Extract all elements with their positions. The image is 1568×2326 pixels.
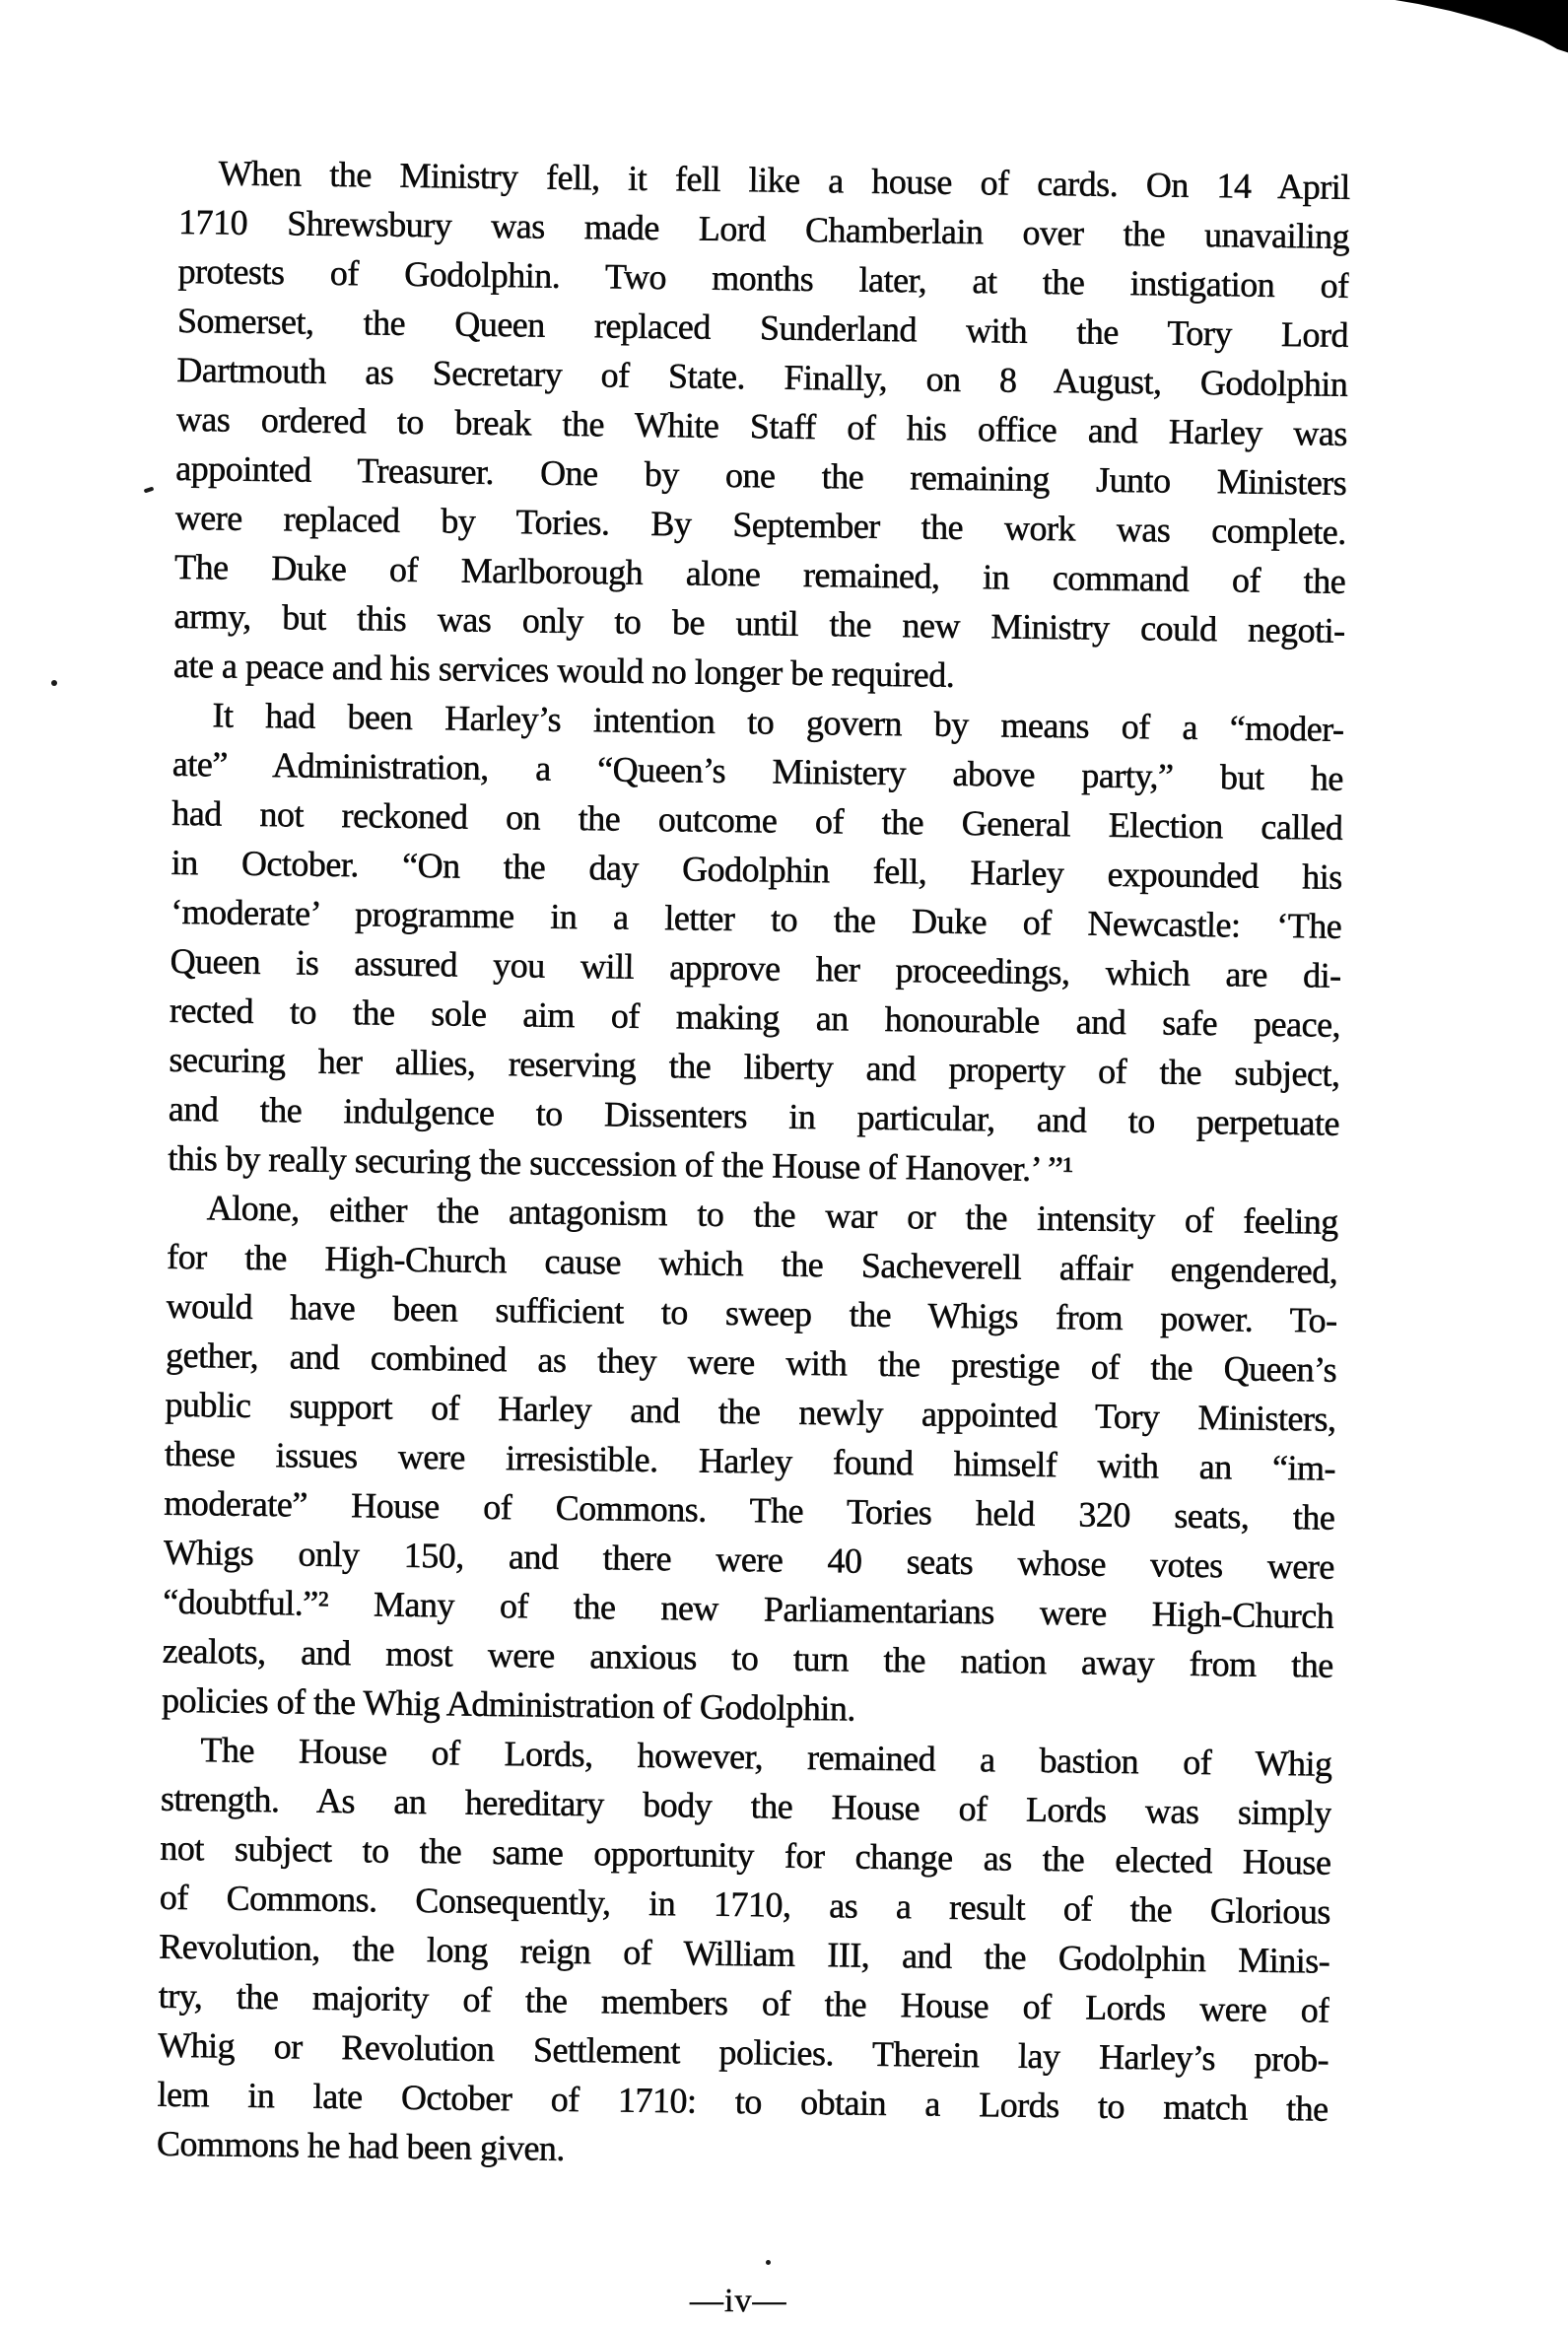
- text-line: rected to the sole aim of making an honourable and safe peace,: [169, 990, 1341, 1045]
- text-line: and the indulgence to Dissenters in particular, and to perpetuate: [168, 1088, 1340, 1143]
- text-line: was ordered to break the White Staff of his office and Harley was: [175, 398, 1348, 453]
- text-line: public support of Harley and the newly appointed Tory Ministers,: [165, 1384, 1336, 1439]
- text-line: zealots, and most were anxious to turn the nation away from the: [162, 1630, 1333, 1685]
- page-number: —iv—: [690, 2283, 787, 2319]
- text-line: 1710 Shrewsbury was made Lord Chamberlain over the unavailing: [177, 201, 1350, 256]
- text-line: When the Ministry fell, it fell like a house of cards. On 14 April: [218, 153, 1350, 207]
- text-line: protests of Godolphin. Two months later, at the instigation of: [177, 250, 1349, 306]
- paragraph: [168, 690, 1344, 1197]
- text-line: in October. “On the day Godolphin fell, Harley expounded his: [170, 842, 1343, 897]
- text-line: for the High-Church cause which the Sacheverell affair engendered,: [167, 1236, 1338, 1291]
- text-line: policies of the Whig Administration of Godolphin.: [161, 1679, 856, 1729]
- text-line: ate a peace and his services would no longer be required.: [172, 645, 955, 695]
- text-line: ate” Administration, a “Queen’s Ministery above party,” but he: [171, 743, 1344, 798]
- text-line: ‘moderate’ programme in a letter to the Duke of Newcastle: ‘The: [170, 891, 1342, 946]
- text-line: of Commons. Consequently, in 1710, as a result of the Glorious: [159, 1877, 1331, 1932]
- text-line: had not reckoned on the outcome of the General Election called: [171, 792, 1343, 848]
- text-line: not subject to the same opportunity for change as the elected House: [160, 1827, 1331, 1882]
- text-line: Whig or Revolution Settlement policies. Therein lay Harley’s prob-: [157, 2024, 1329, 2080]
- text-line: this by really securing the succession of the House of Hanover.’ ”¹: [168, 1137, 1073, 1190]
- text-line: “doubtful.”² Many of the new Parliamentarians were High-Church: [163, 1581, 1334, 1636]
- text-line: securing her allies, reserving the liberty and property of the subject,: [169, 1039, 1340, 1094]
- scan-speck: [51, 680, 57, 686]
- text-line: The Duke of Marlborough alone remained, in command of the: [173, 546, 1346, 601]
- text-line: Dartmouth as Secretary of State. Finally, on 8 August, Godolphin: [176, 349, 1348, 404]
- text-line: would have been sufficient to sweep the Whigs from power. To-: [166, 1285, 1337, 1340]
- paragraph: [173, 148, 1350, 705]
- text-line: appointed Treasurer. One by one the remaining Junto Ministers: [175, 447, 1347, 503]
- body-text: [157, 148, 1350, 2183]
- text-line: Whigs only 150, and there were 40 seats whose votes were: [163, 1532, 1335, 1587]
- scan-corner-artifact: [1390, 0, 1568, 57]
- text-line: Revolution, the long reign of William III, and the Godolphin Minis-: [159, 1926, 1330, 1981]
- text-line: Somerset, the Queen replaced Sunderland with the Tory Lord: [176, 300, 1349, 355]
- text-line: strength. As an hereditary body the House of Lords was simply: [160, 1778, 1332, 1833]
- text-line: moderate” House of Commons. The Tories held 320 seats, the: [164, 1482, 1335, 1538]
- paragraph: [162, 1183, 1338, 1740]
- scan-speck: [766, 2260, 771, 2265]
- scan-speck: [144, 487, 155, 494]
- text-line: army, but this was only to be until the new Ministry could negoti-: [173, 595, 1345, 650]
- text-line: lem in late October of 1710: to obtain a Lords to match the: [157, 2074, 1329, 2129]
- text-line: Queen is assured you will approve her proceedings, which are di-: [170, 940, 1341, 995]
- text-line: The House of Lords, however, remained a bastion of Whig: [200, 1730, 1332, 1784]
- paragraph: [157, 1725, 1332, 2183]
- text-line: It had been Harley’s intention to govern by means of a “moder-: [212, 695, 1344, 749]
- text-line: try, the majority of the members of the House of Lords were of: [158, 1975, 1329, 2030]
- text-line: gether, and combined as they were with the prestige of the Queen’s: [165, 1334, 1337, 1390]
- text-line: Alone, either the antagonism to the war or the intensity of feeling: [206, 1188, 1339, 1242]
- text-line: Commons he had been given.: [156, 2123, 566, 2168]
- text-line: were replaced by Tories. By September the work was complete.: [174, 497, 1346, 552]
- text-line: these issues were irresistible. Harley found himself with an “im-: [164, 1433, 1336, 1488]
